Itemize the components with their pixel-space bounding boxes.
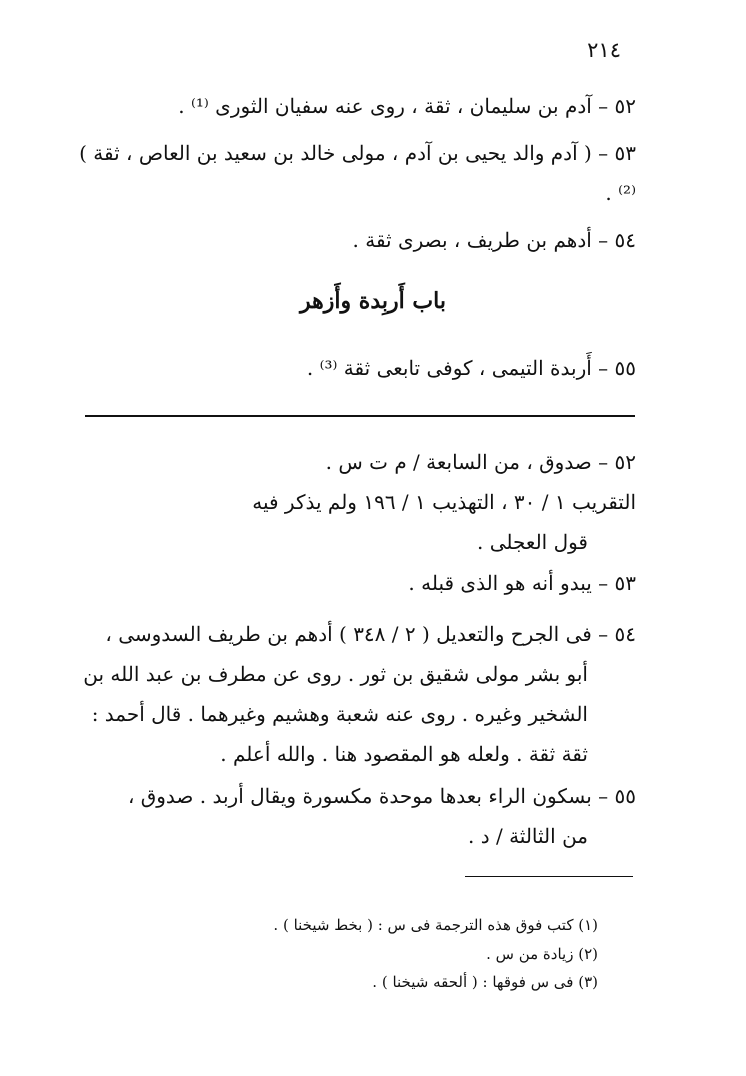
- note-52: [76, 442, 636, 562]
- entry-52: [76, 86, 636, 126]
- note-55: [76, 776, 636, 856]
- note-line: التقريب ١ / ٣٠ ، التهذيب ١ / ١٩٦ ولم يذكر فيه: [252, 490, 636, 514]
- entry-53: [76, 133, 636, 213]
- note-line: يبدو أنه هو الذى قبله .: [408, 571, 592, 595]
- note-line: بسكون الراء بعدها موحدة مكسورة ويقال أربد . صدوق ،: [127, 784, 592, 808]
- divider-rule: [85, 415, 635, 417]
- note-line: صدوق ، من السابعة / م ت س .: [325, 450, 592, 474]
- note-line: قول العجلى .: [477, 530, 588, 554]
- entry-text: أَربدة التيمى ، كوفى تابعى ثقة ⁽³⁾ .: [306, 356, 592, 380]
- note-line: ثقة ثقة . ولعله هو المقصود هنا . والله أعلم .: [220, 742, 588, 766]
- section-heading: باب أَربِدة وأَزهر: [300, 288, 446, 314]
- entry-text: آدم بن سليمان ، ثقة ، روى عنه سفيان الثورى ⁽¹⁾ .: [178, 94, 592, 118]
- entry-55: [76, 348, 636, 388]
- note-number: ٥٣ –: [598, 571, 636, 595]
- footnote-rule: [465, 876, 633, 877]
- entry-54: [76, 220, 636, 260]
- entry-number: ٥٣ –: [598, 141, 636, 165]
- entry-number: ٥٢ –: [598, 94, 636, 118]
- note-54: [76, 614, 636, 774]
- entry-number: ٥٤ –: [598, 228, 636, 252]
- entry-text: أدهم بن طريف ، بصرى ثقة .: [352, 228, 592, 252]
- page-number: ٢١٤: [587, 38, 621, 62]
- note-number: ٥٤ –: [598, 622, 636, 646]
- note-line: فى الجرح والتعديل ( ٢ / ٣٤٨ ) أدهم بن طريف السدوسى ،: [105, 622, 592, 646]
- note-line: الشخير وغيره . روى عنه شعبة وهشيم وغيرهما . قال أحمد :: [91, 702, 588, 726]
- note-line: من الثالثة / د .: [468, 824, 588, 848]
- note-number: ٥٥ –: [598, 784, 636, 808]
- entry-number: ٥٥ –: [598, 356, 636, 380]
- footnote-1: (١) كتب فوق هذه الترجمة فى س : ( بخط شيخنا ) .: [273, 916, 598, 934]
- footnote-3: (٣) فى س فوقها : ( ألحقه شيخنا ) .: [372, 973, 598, 991]
- footnote-2: (٢) زيادة من س .: [486, 945, 598, 963]
- note-number: ٥٢ –: [598, 450, 636, 474]
- entry-text: ( آدم والد يحيى بن آدم ، مولى خالد بن سعيد بن العاص ، ثقة ) ⁽²⁾ .: [79, 141, 636, 205]
- note-line: أبو بشر مولى شقيق بن ثور . روى عن مطرف بن عبد الله بن: [83, 662, 588, 686]
- note-53: [76, 563, 636, 603]
